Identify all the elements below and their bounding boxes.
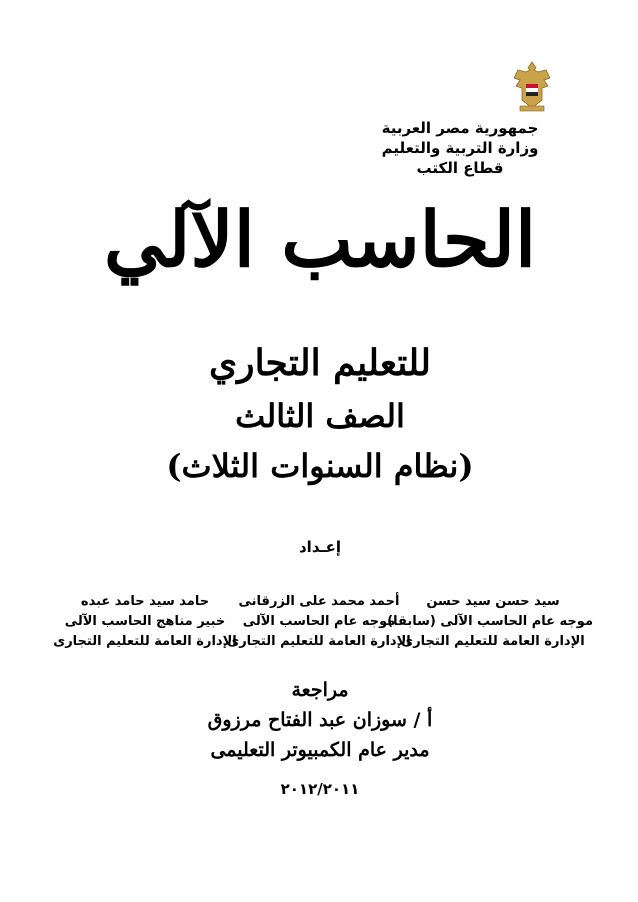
author-block [387,592,593,652]
ministry-header [360,118,560,178]
subtitle-system: (نظام السنوات الثلاث) [166,447,474,485]
author-block [219,592,419,652]
author-block [45,592,245,652]
author-name: سيد حسن سيد حسن [426,594,560,609]
review-block [170,675,470,765]
ministry-name: وزارة التربية والتعليم [381,139,539,157]
author-org: الإدارة العامة للتعليم التجارى [401,634,585,649]
subtitle-education-type: للتعليم التجاري [209,342,431,384]
author-role: خبير مناهج الحاسب الآلى [64,614,226,629]
author-role: موجه عام الحاسب الآلى (سابقا) [387,614,593,629]
eagle-emblem-icon [512,60,552,114]
author-org: الإدارة العامة للتعليم التجارى [53,634,237,649]
reviewer-title: مدير عام الكمبيوتر التعليمى [210,739,430,761]
reviewer-name: أ / سوزان عبد الفتاح مرزوق [207,709,433,731]
sector-name: قطاع الكتب [416,159,504,177]
author-name: حامد سيد حامد عبده [80,594,210,609]
author-org: الإدارة العامة للتعليم التجارى [227,634,411,649]
author-name: أحمد محمد على الزرقانى [238,594,400,609]
country-name: جمهورية مصر العربية [381,119,539,137]
review-label: مراجعة [291,679,349,701]
academic-year: ٢٠١٢/٢٠١١ [280,780,360,798]
subtitle-grade: الصف الثالث [235,397,405,435]
author-role: موجه عام الحاسب الآلى [242,614,396,629]
book-title: الحاسب الآلي [103,195,537,284]
preparation-label: إعـداد [298,538,342,556]
